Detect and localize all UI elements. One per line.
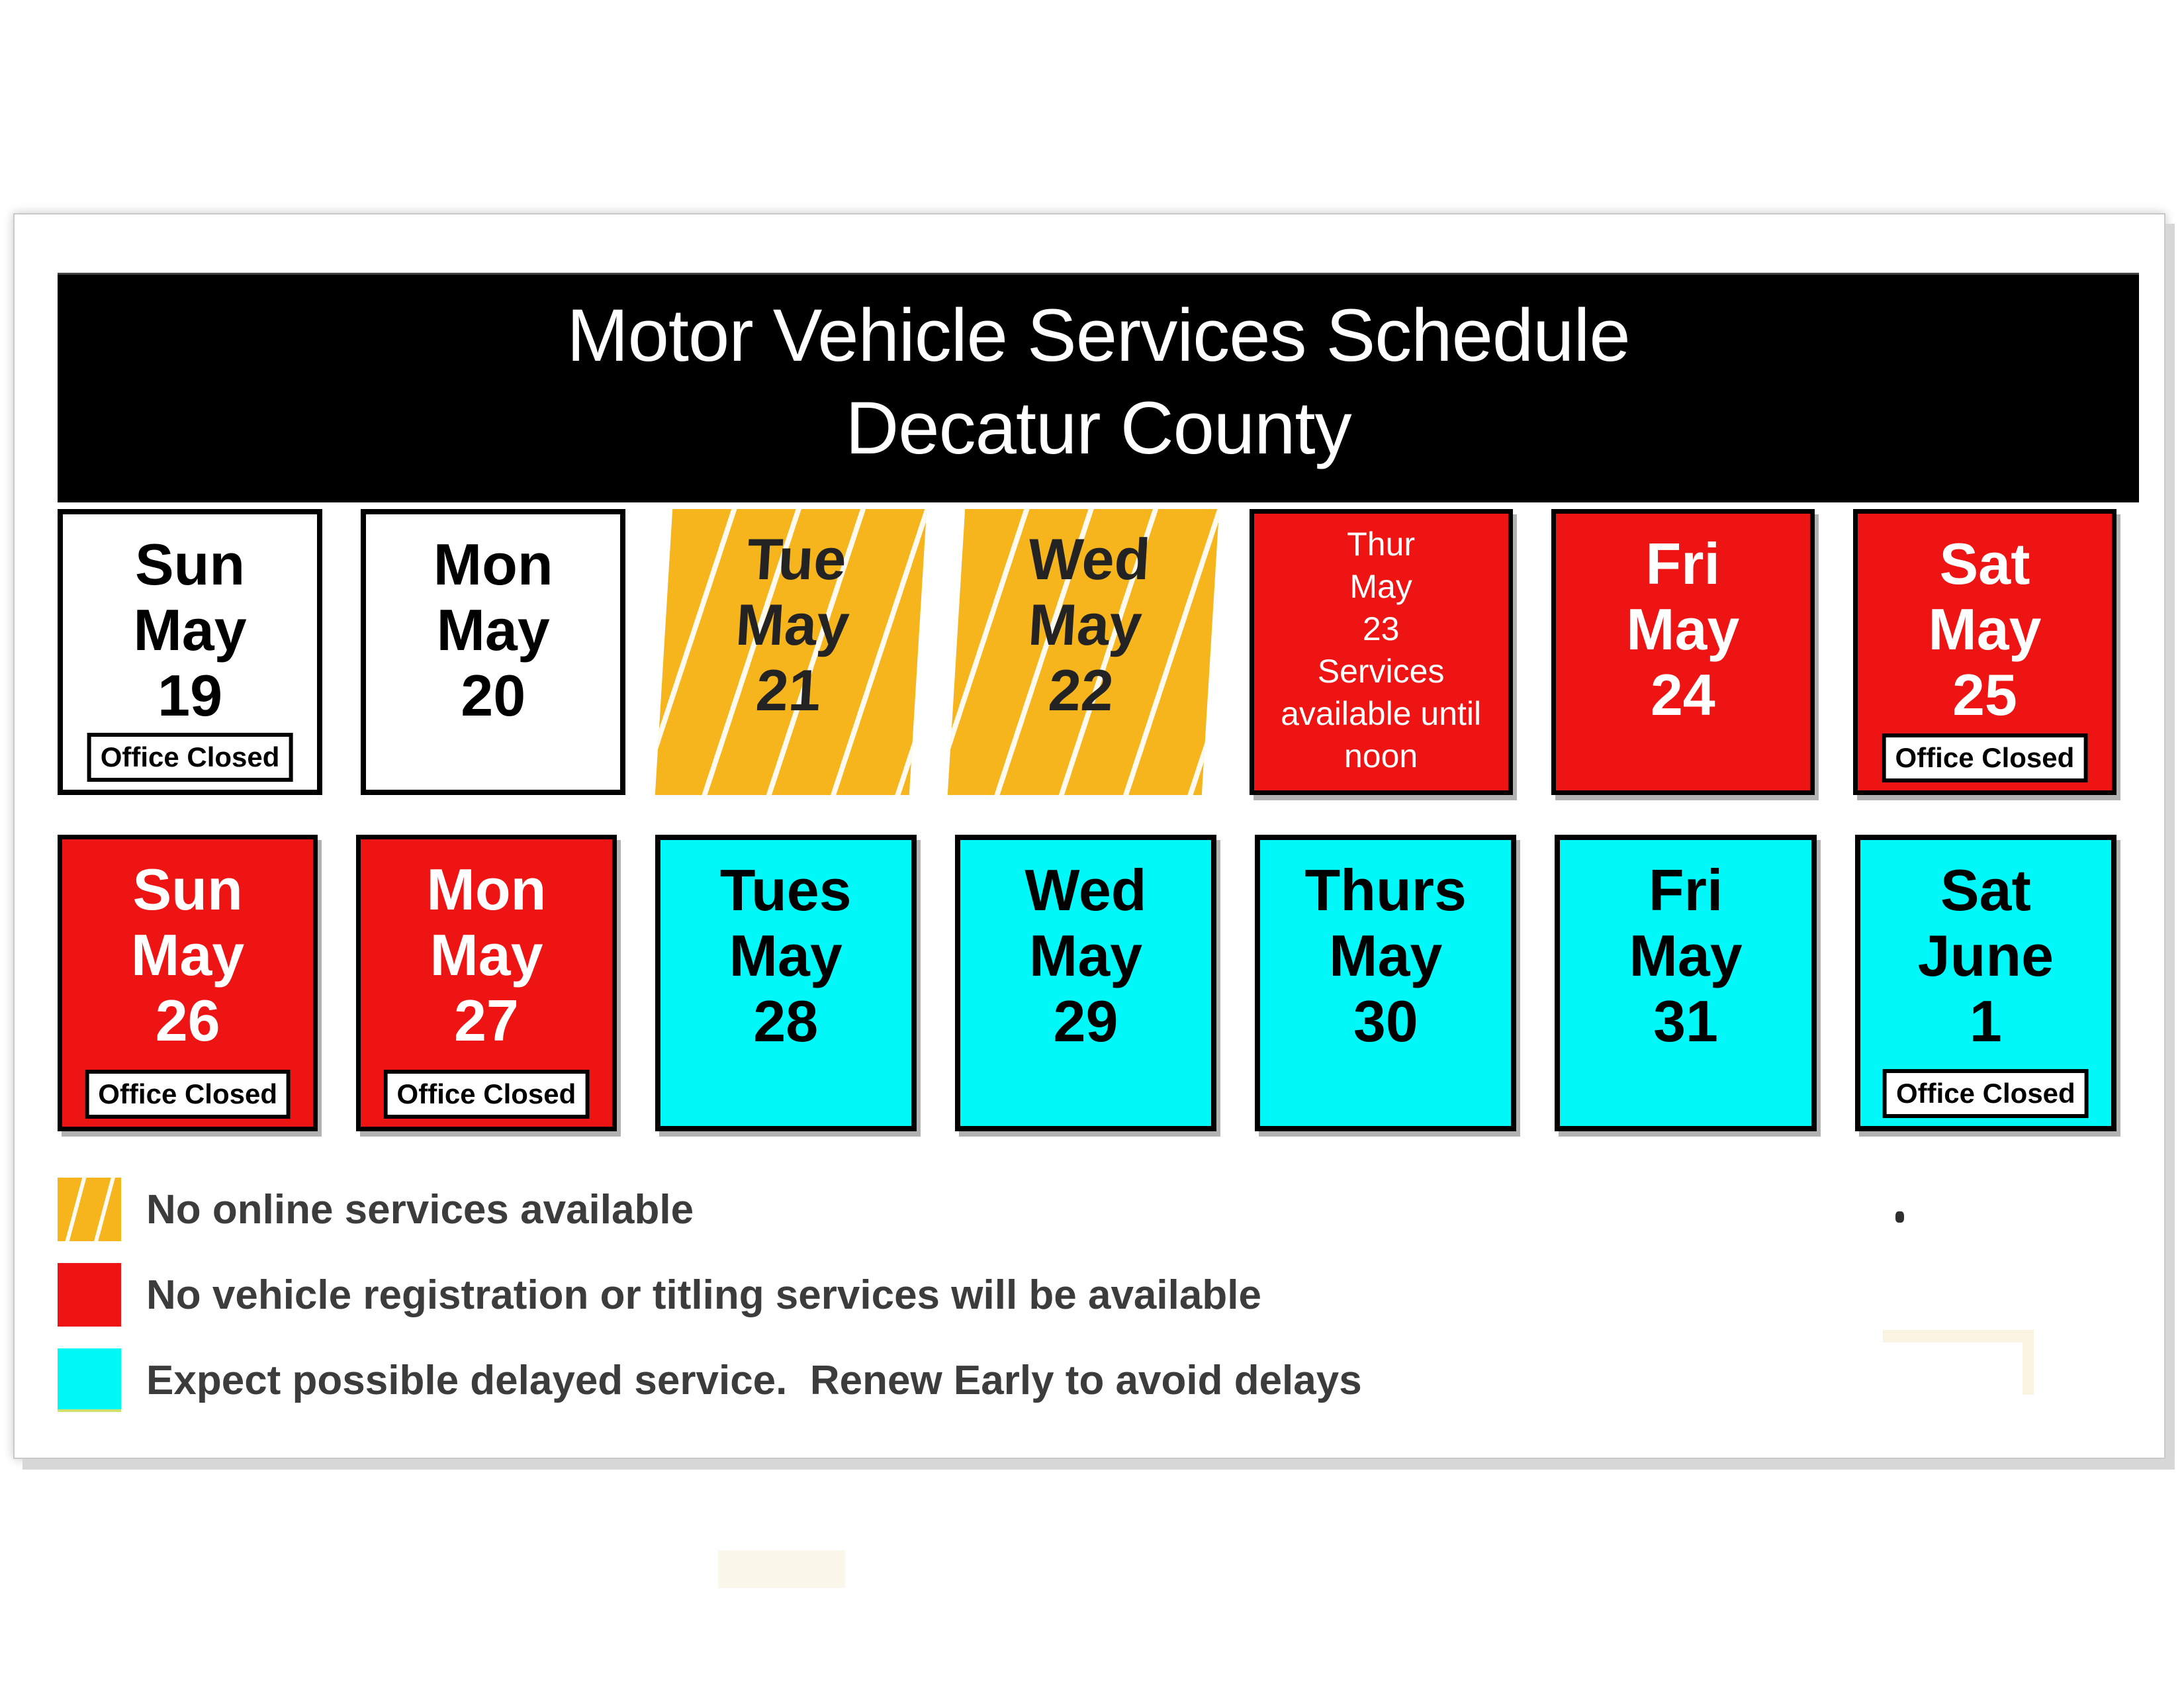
day-name: Fri (1648, 857, 1723, 923)
day-card-sun-may-19 (58, 509, 322, 795)
page-title: Motor Vehicle Services Schedule (567, 294, 1630, 377)
office-closed-badge: Office Closed (1883, 1069, 2089, 1118)
day-name: Thur (1347, 526, 1416, 563)
legend-item-delayed-service (58, 1348, 1362, 1412)
faint-bar-artifact (718, 1550, 845, 1588)
day-month: May (1028, 923, 1143, 988)
day-name: Tue (745, 526, 848, 592)
day-month: May (729, 923, 842, 988)
day-name: Mon (426, 857, 547, 922)
title-banner (58, 273, 2139, 502)
day-month: May (1329, 923, 1443, 988)
office-closed-badge: Office Closed (87, 733, 293, 782)
day-name: Thurs (1304, 857, 1467, 923)
day-card-mon-may-20 (361, 509, 625, 795)
day-month: May (1626, 596, 1740, 662)
faint-outline-artifact (1883, 1330, 2034, 1395)
office-closed-badge: Office Closed (85, 1070, 291, 1119)
day-date: 24 (1650, 662, 1715, 727)
day-card-mon-may-27 (356, 835, 616, 1131)
legend-label: No vehicle registration or titling services will be available (146, 1272, 1261, 1318)
day-date: 22 (1047, 657, 1116, 723)
yellow-striped-swatch (58, 1178, 121, 1241)
day-date: 23 (1362, 610, 1400, 647)
stray-dot-artifact (1895, 1211, 1904, 1223)
legend-label: No online services available (146, 1186, 694, 1233)
day-name: Wed (1024, 857, 1147, 923)
legend-item-no-online-services (58, 1178, 1362, 1241)
day-month: May (1629, 923, 1743, 988)
day-name: Fri (1645, 531, 1720, 596)
day-month: May (1928, 596, 2042, 662)
day-card-thur-may-23 (1250, 509, 1513, 795)
day-month: May (430, 922, 543, 988)
day-date: 30 (1353, 988, 1418, 1054)
schedule-page (13, 213, 2165, 1459)
day-date: 28 (753, 988, 819, 1054)
day-name: Sat (1939, 531, 2030, 596)
day-date: 27 (453, 988, 519, 1053)
day-month: May (1026, 592, 1144, 657)
day-month: May (131, 922, 245, 988)
day-month: June (1917, 923, 2054, 988)
day-note: Services available until noon (1281, 653, 1482, 774)
day-date: 25 (1952, 662, 2017, 727)
day-month: May (734, 592, 852, 657)
day-date: 26 (155, 988, 220, 1053)
office-closed-badge: Office Closed (384, 1070, 590, 1119)
day-card-wed-may-29 (955, 835, 1216, 1131)
red-swatch (58, 1263, 121, 1327)
day-name: Wed (1026, 526, 1153, 592)
day-month: May (436, 597, 550, 663)
legend-item-no-registration (58, 1263, 1362, 1327)
legend (58, 1178, 1362, 1434)
day-name: Sun (134, 532, 246, 597)
day-card-tues-may-28 (655, 835, 917, 1131)
day-date: 1 (1969, 988, 2002, 1054)
day-name: Mon (433, 532, 553, 597)
day-card-wed-may-22 (948, 509, 1220, 795)
day-date: 31 (1653, 988, 1718, 1054)
week-row-1 (58, 509, 2116, 795)
day-card-thurs-may-30 (1255, 835, 1516, 1131)
day-card-tue-may-21 (655, 509, 927, 795)
day-card-sat-may-25 (1853, 509, 2116, 795)
day-card-sun-may-26 (58, 835, 318, 1131)
week-row-2 (58, 835, 2116, 1131)
day-card-fri-may-24 (1551, 509, 1815, 795)
day-date: 29 (1053, 988, 1118, 1054)
office-closed-badge: Office Closed (1882, 733, 2088, 782)
day-card-sat-june-1 (1855, 835, 2116, 1131)
legend-label: Expect possible delayed service. Renew Early to avoid delays (146, 1357, 1362, 1403)
day-date: 20 (461, 663, 526, 728)
cyan-swatch (58, 1348, 121, 1412)
day-month: May (133, 597, 247, 663)
day-date: 19 (158, 663, 223, 728)
day-name: Tues (719, 857, 852, 923)
day-month: May (1349, 568, 1412, 605)
day-name: Sat (1940, 857, 2031, 923)
day-card-fri-may-31 (1555, 835, 1816, 1131)
day-name: Sun (132, 857, 243, 922)
page-subtitle: Decatur County (845, 387, 1351, 469)
day-date: 21 (754, 657, 823, 723)
